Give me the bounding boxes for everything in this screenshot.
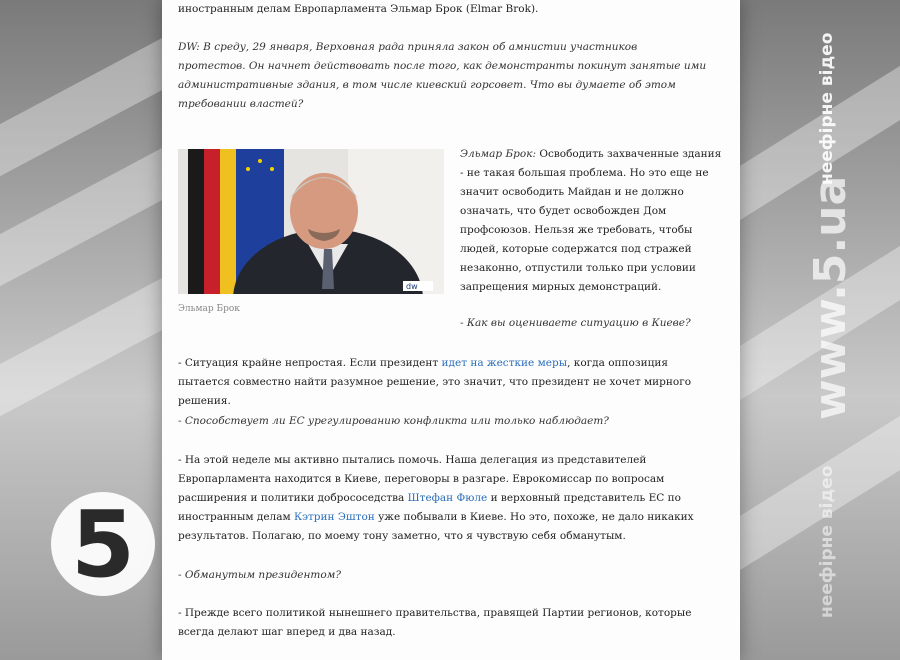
elmar-brok-photo [178, 149, 444, 294]
interview-answer-4: - Прежде всего политикой нынешнего правительства, правящей Партии регионов, которые всегда делают шаг вперед и два назад. [178, 607, 692, 638]
channel-5-logo [44, 490, 162, 598]
interview-answer-3: - На этой неделе мы активно пытались помочь. Наша делегация из представителей Европарламента находится в Киеве, переговоры в разгаре. Еврокомиссар по вопросам расширения и политики добрососедства Штефан Фюле и верховный представитель ЕС по иностранным делам Кэтрин Эштон уже побывали в Киеве. Но это, похоже, не дало никаких результатов. Полагаю, по моему тону заметно, что я чувствую себя обманутым. [178, 454, 694, 542]
broadcast-overlay [805, 0, 856, 660]
interview-question-2: - Как вы оцениваете ситуацию в Киеве? [460, 317, 691, 329]
interview-answer-1: Эльмар Брок: Освободить захваченные здания - не такая большая проблема. Но это еще не значит освободить Майдан и не должно означать, что будет освобожден Дом профсоюзов. Нельзя же требовать, чтобы людей, которые содержатся под стражей незаконно, отпустили только при условии запрещения мирных демонстраций. [460, 148, 722, 293]
link-stefan-fule[interactable]: Штефан Фюле [407, 492, 488, 504]
article-page [162, 0, 740, 660]
interview-question-3: - Способствует ли ЕС урегулированию конфликта или только наблюдает? [178, 415, 609, 427]
interview-answer-2: - Ситуация крайне непростая. Если президент идет на жесткие меры, когда оппозиция пытается совместно найти разумное решение, это значит, что президент не хочет мирного решения. [178, 357, 692, 407]
article-text-top: иностранным делам Европарламента Эльмар Брок (Elmar Brok). [178, 3, 539, 15]
channel-number: 5 [70, 491, 136, 598]
photo-caption: Эльмар Брок [178, 304, 240, 314]
photo-watermark: dw [406, 282, 418, 291]
site-watermark: www.5.ua [805, 175, 856, 420]
speaker-name: Эльмар Брок: [460, 148, 537, 160]
link-harsh-measures[interactable]: идет на жесткие меры [441, 357, 568, 369]
tag-unaired-video-top: неефірне відео [817, 32, 837, 185]
link-catherine-ashton[interactable]: Кэтрин Эштон [293, 511, 375, 523]
tag-unaired-video-bottom: неефірне відео [817, 465, 837, 618]
interview-question-1: DW: В среду, 29 января, Верховная рада приняла закон об амнистии участников протестов. Он начнет действовать после того, как демонстранты покинут занятые ими административные здания, в том числе киевский горсовет. Что вы думаете об этом требовании властей? [178, 41, 707, 110]
interview-question-4: - Обманутым президентом? [178, 569, 342, 581]
